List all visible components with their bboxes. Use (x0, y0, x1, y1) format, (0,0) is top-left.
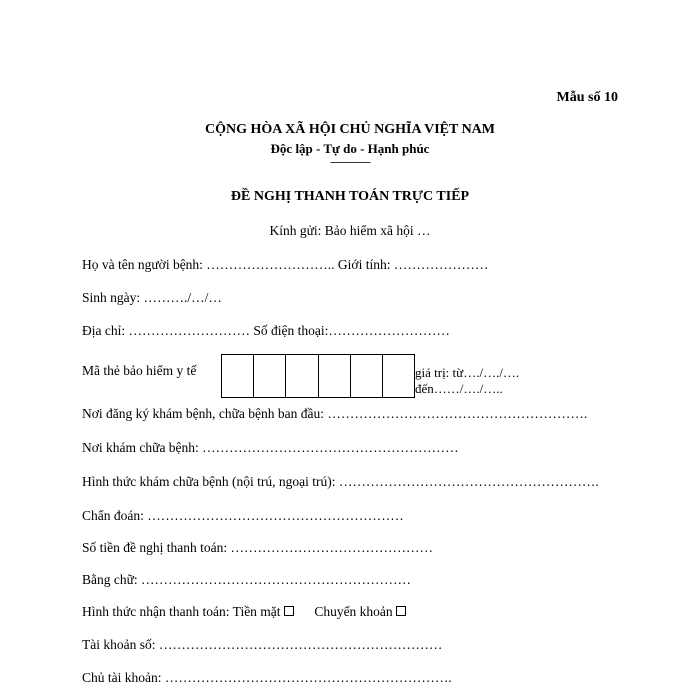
amount-in-words-field: Bằng chữ: …………………………………………………… (82, 572, 412, 587)
cash-checkbox[interactable] (284, 606, 294, 616)
treatment-place-field: Nơi khám chữa bệnh: ………………………………………………… (82, 440, 459, 455)
registration-place-field: Nơi đăng ký khám bệnh, chữa bệnh ban đầu: …………………………………………………. (82, 406, 588, 421)
insurance-card-label: Mã thẻ bảo hiểm y tế (82, 363, 197, 378)
form-code: Mẫu số 10 (556, 90, 618, 105)
payment-method-row (82, 604, 406, 620)
document-title: ĐỀ NGHỊ THANH TOÁN TRỰC TIẾP (230, 189, 470, 204)
payment-cash-label: Hình thức nhận thanh toán: Tiền mặt (82, 604, 281, 619)
insurance-card-boxes (221, 354, 415, 398)
card-cell (319, 355, 351, 397)
recipient-line: Kính gửi: Bảo hiểm xã hội … (269, 223, 431, 238)
patient-name-field: Họ và tên người bệnh: ……………………….. Giới tính: ………………… (82, 257, 489, 272)
national-header: CỘNG HÒA XÃ HỘI CHỦ NGHĨA VIỆT NAM (204, 122, 495, 137)
validity-from: giá trị: từ…./…./…. (415, 365, 520, 380)
card-cell (286, 355, 318, 397)
account-holder-field: Chủ tài khoản: ………………………………………………………. (82, 670, 452, 685)
payment-transfer-label: Chuyển khoản (314, 604, 393, 619)
card-cell (254, 355, 286, 397)
header-rule: --------------- (330, 156, 370, 168)
birth-date-field: Sinh ngày: ………./…/… (82, 290, 222, 305)
card-cell (351, 355, 383, 397)
account-number-field: Tài khoản số: ……………………………………………………… (82, 637, 443, 652)
treatment-form-field: Hình thức khám chữa bệnh (nội trú, ngoại trú): …………………………………………………. (82, 474, 599, 489)
card-cell (383, 355, 414, 397)
diagnosis-field: Chẩn đoán: ………………………………………………… (82, 508, 404, 523)
transfer-checkbox[interactable] (396, 606, 406, 616)
national-motto: Độc lập - Tự do - Hạnh phúc (270, 141, 430, 156)
card-cell (222, 355, 254, 397)
address-field: Địa chỉ: ……………………… Số điện thoại:……………………… (82, 323, 450, 338)
validity-to: đến……/…./….. (415, 381, 503, 396)
amount-requested-field: Số tiền đề nghị thanh toán: ……………………………………… (82, 540, 433, 555)
